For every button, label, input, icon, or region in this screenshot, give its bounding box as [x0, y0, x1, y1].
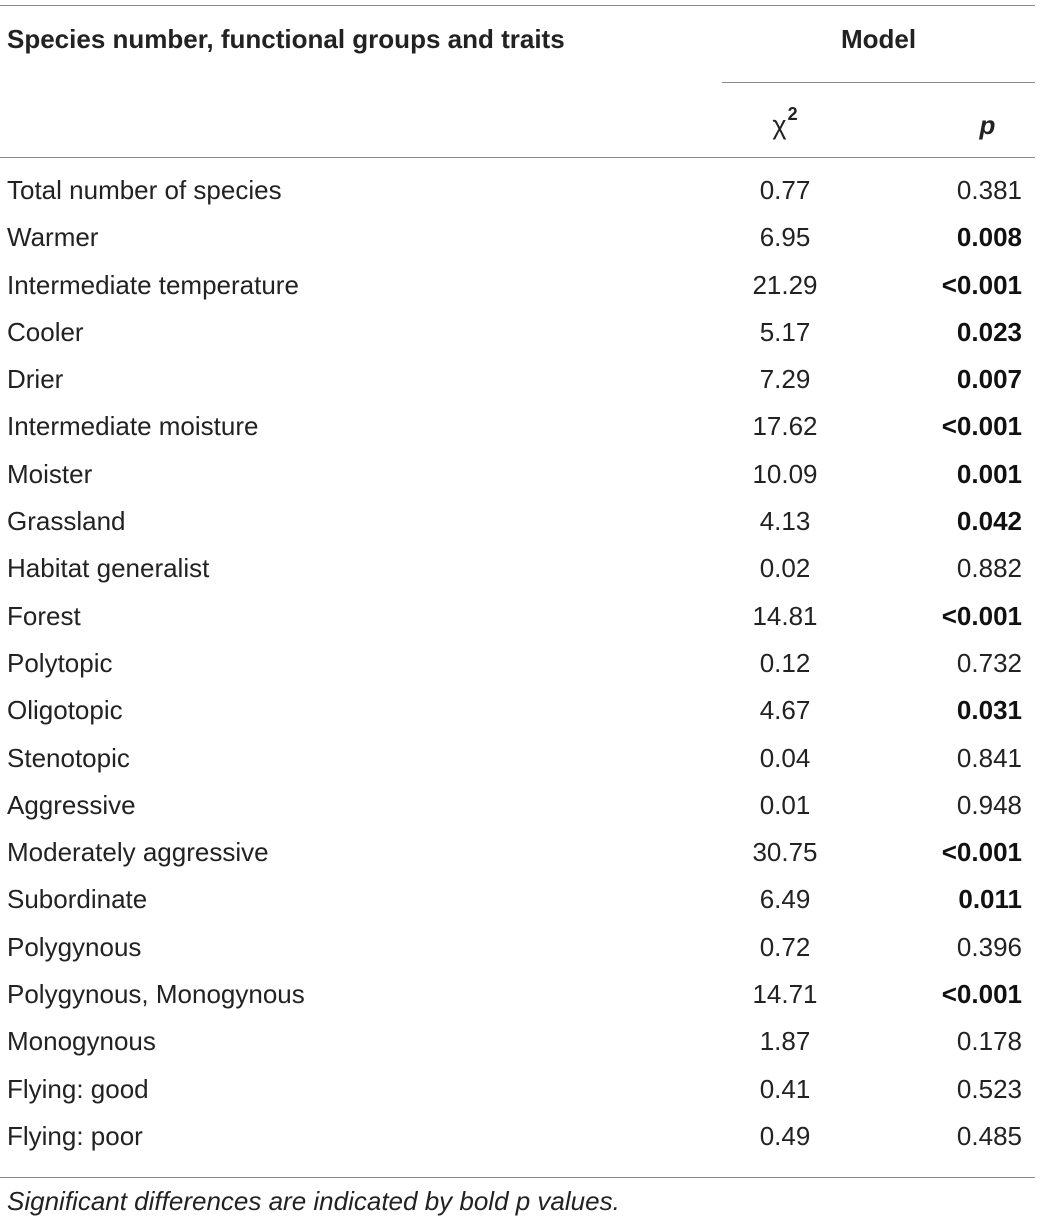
chi-square-cell: 6.95 — [759, 222, 811, 253]
table-bottom-rule — [0, 1177, 1035, 1178]
chi-square-cell: 0.72 — [759, 931, 811, 962]
trait-name-cell: Polytopic — [7, 647, 113, 678]
chi-square-cell: 0.12 — [759, 647, 811, 678]
trait-name-cell: Stenotopic — [7, 742, 130, 773]
trait-name-cell: Polygynous, Monogynous — [7, 979, 305, 1010]
p-value-cell: 0.485 — [956, 1120, 1022, 1151]
table-top-rule — [0, 5, 1035, 6]
trait-name-cell: Subordinate — [7, 884, 148, 915]
chi-square-cell: 4.13 — [759, 506, 811, 537]
trait-name-cell: Warmer — [7, 222, 99, 253]
table-row — [0, 265, 1035, 312]
table-row — [0, 170, 1035, 217]
table-row — [0, 217, 1035, 264]
chi-square-cell: 0.49 — [759, 1120, 811, 1151]
p-value-cell: 0.732 — [956, 647, 1022, 678]
table-row — [0, 1021, 1035, 1068]
table-row — [0, 1069, 1035, 1116]
trait-name-cell: Forest — [7, 600, 81, 631]
trait-name-cell: Cooler — [7, 316, 84, 347]
table-row — [0, 879, 1035, 926]
trait-name-cell: Total number of species — [7, 175, 282, 205]
chi-square-cell: 5.17 — [759, 316, 811, 347]
trait-name-cell: Oligotopic — [7, 695, 123, 726]
trait-name-cell: Drier — [7, 364, 64, 395]
chi-square-cell: 10.09 — [752, 458, 818, 489]
trait-name-cell: Polygynous — [7, 931, 142, 962]
table-row — [0, 690, 1035, 737]
trait-name-cell: Habitat generalist — [7, 553, 210, 584]
p-value-cell: 0.007 — [956, 364, 1022, 395]
table-row — [0, 406, 1035, 453]
column-header-model: Model — [840, 24, 917, 54]
p-value-cell: <0.001 — [941, 600, 1022, 631]
chi-superscript: 2 — [787, 104, 798, 124]
trait-name-cell: Moderately aggressive — [7, 837, 269, 868]
table-body — [0, 170, 1035, 1163]
p-value-cell: 0.948 — [956, 789, 1022, 820]
p-value-cell: <0.001 — [941, 269, 1022, 300]
table-row — [0, 738, 1035, 785]
trait-name-cell: Intermediate moisture — [7, 411, 259, 442]
column-header-traits: Species number, functional groups and traits — [7, 24, 565, 54]
p-value-cell: 0.178 — [956, 1026, 1022, 1057]
table-row — [0, 927, 1035, 974]
table-footnote: Significant differences are indicated by bold p values. — [7, 1186, 620, 1216]
header-bottom-rule — [0, 157, 1035, 158]
model-group-rule — [722, 82, 1035, 83]
table-row — [0, 1116, 1035, 1163]
table-row — [0, 643, 1035, 690]
chi-square-cell: 7.29 — [759, 364, 811, 395]
column-header-chi-square — [722, 104, 848, 141]
chi-square-cell: 6.49 — [759, 884, 811, 915]
chi-square-cell: 30.75 — [752, 837, 818, 868]
chi-symbol: χ — [772, 110, 787, 140]
table-row — [0, 832, 1035, 879]
trait-name-cell: Flying: good — [7, 1073, 149, 1104]
chi-square-cell: 17.62 — [752, 411, 818, 442]
chi-square-cell: 0.77 — [759, 175, 811, 205]
trait-name-cell: Aggressive — [7, 789, 136, 820]
trait-name-cell: Grassland — [7, 506, 126, 537]
chi-square-cell: 14.71 — [752, 979, 818, 1010]
p-value-cell: 0.523 — [956, 1073, 1022, 1104]
chi-square-cell: 1.87 — [759, 1026, 811, 1057]
p-value-cell: 0.011 — [958, 884, 1022, 915]
table-row — [0, 974, 1035, 1021]
chi-square-cell: 0.04 — [759, 742, 811, 773]
p-value-cell: 0.841 — [956, 742, 1022, 773]
p-value-cell: <0.001 — [941, 411, 1022, 442]
p-value-cell: <0.001 — [941, 837, 1022, 868]
trait-name-cell: Moister — [7, 458, 93, 489]
table-row — [0, 359, 1035, 406]
column-header-p: p — [979, 110, 996, 140]
chi-square-cell: 4.67 — [759, 695, 811, 726]
p-value-cell: 0.381 — [956, 175, 1022, 205]
trait-name-cell: Flying: poor — [7, 1120, 143, 1151]
chi-square-cell: 21.29 — [752, 269, 818, 300]
chi-square-cell: 0.02 — [759, 553, 811, 584]
trait-name-cell: Intermediate temperature — [7, 269, 299, 300]
p-value-cell: 0.396 — [956, 931, 1022, 962]
p-value-cell: 0.008 — [956, 222, 1022, 253]
p-value-cell: 0.001 — [956, 458, 1022, 489]
table-row — [0, 312, 1035, 359]
p-value-cell: 0.031 — [956, 695, 1022, 726]
p-value-cell: <0.001 — [941, 979, 1022, 1010]
chi-square-cell: 0.41 — [759, 1073, 811, 1104]
p-value-cell: 0.023 — [956, 316, 1022, 347]
chi-square-cell: 0.01 — [759, 789, 811, 820]
table-row — [0, 596, 1035, 643]
chi-square-cell: 14.81 — [752, 600, 818, 631]
p-value-cell: 0.042 — [956, 506, 1022, 537]
p-value-cell: 0.882 — [956, 553, 1022, 584]
table-row — [0, 501, 1035, 548]
trait-name-cell: Monogynous — [7, 1026, 156, 1057]
table-row — [0, 548, 1035, 595]
table-row — [0, 454, 1035, 501]
table-row — [0, 785, 1035, 832]
